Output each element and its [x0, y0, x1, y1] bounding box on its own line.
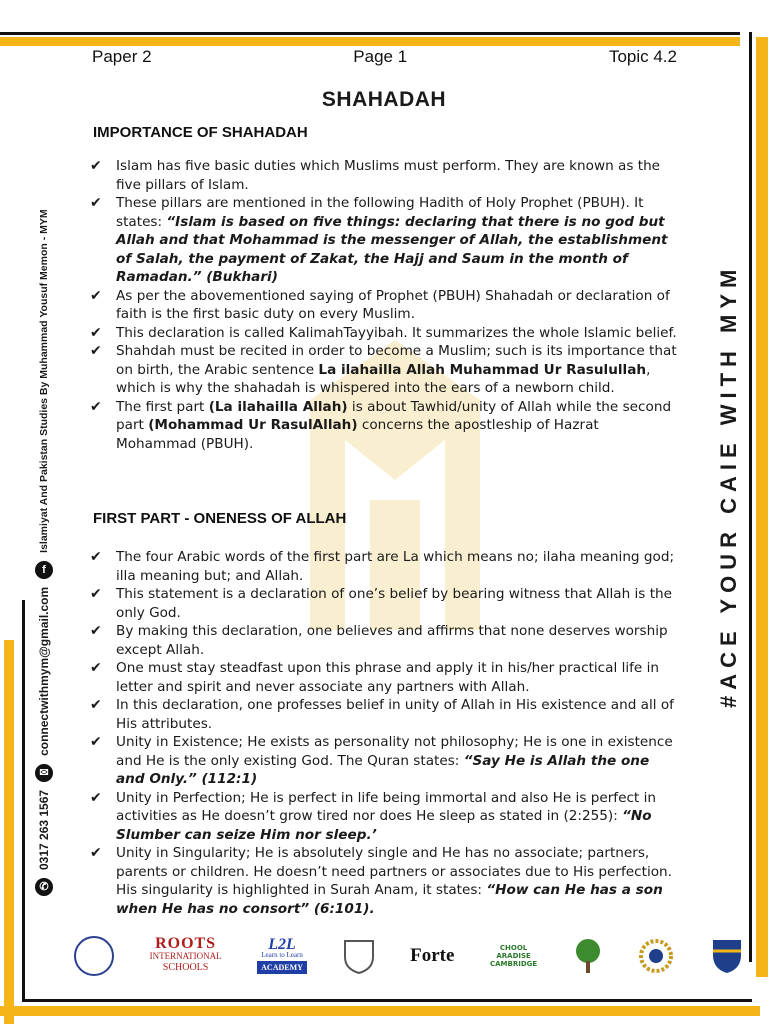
author-credit: Islamiyat And Pakistan Studies By Muhammad Yousuf Memon - MYM — [38, 209, 50, 553]
list-item — [90, 789, 680, 845]
page-title: SHAHADAH — [321, 88, 447, 111]
checkmark-icon: ✔ — [90, 398, 102, 415]
checkmark-icon: ✔ — [90, 324, 102, 341]
checkmark-icon: ✔ — [90, 195, 102, 211]
checkmark-icon: ✔ — [90, 158, 102, 174]
email-icon: ✉ — [35, 764, 53, 782]
checkmark-icon: ✔ — [90, 343, 102, 359]
list-item — [90, 548, 680, 585]
checkmark-icon: ✔ — [90, 845, 102, 861]
list-item — [90, 585, 680, 622]
list-item-text: La ilahailla Allah Muhammad Ur Rasulullah — [318, 361, 647, 378]
list-item-text: In this declaration, one professes belief in unity of Allah in His existence and all of His attributes. — [116, 697, 674, 732]
l2l-academy-logo: L2L Learn to Learn ACADEMY — [257, 937, 307, 975]
list-item-text: (Mohammad Ur RasulAllah) — [148, 417, 358, 433]
topic-label: Topic 4.2 — [608, 47, 677, 66]
frame-top-line — [0, 32, 740, 35]
list-item — [90, 398, 680, 454]
frame-bottom-band — [0, 1006, 760, 1016]
oneness-list — [90, 548, 680, 918]
list-item — [90, 659, 680, 696]
checkmark-icon: ✔ — [90, 697, 102, 713]
list-item-text: Shahdah must be recited in order to become a Muslim; such is its importance that on birth, the Arabic sentence — [116, 343, 677, 378]
importance-list — [90, 157, 680, 453]
list-item-text: One must stay steadfast upon this phrase and apply it in his/her practical life in letter and spirit and never associate any partners with Allah. — [116, 660, 659, 695]
checkmark-icon: ✔ — [90, 586, 102, 602]
list-item — [90, 324, 680, 343]
contact-strip — [33, 96, 55, 896]
list-item-text: Unity in Singularity; He is absolutely single and He has no associate; partners, parents or children. He doesn’t need partners or associates due to His perfection. His singularity is highlighted in Surah Anam, it states: — [116, 845, 672, 898]
list-item — [90, 622, 680, 659]
frame-left-line — [22, 600, 25, 1002]
list-item-text: , which is why the shahadah is whispered into the ears of a newborn child. — [116, 361, 651, 396]
list-item — [90, 733, 680, 789]
checkmark-icon: ✔ — [90, 789, 102, 806]
paper-label: Paper 2 — [92, 47, 152, 66]
list-item-text: “Say He is Allah the one and Only.” (112:1) — [116, 752, 650, 787]
list-item — [90, 844, 680, 918]
list-item — [90, 287, 680, 324]
list-item — [90, 696, 680, 733]
email-address[interactable]: connectwithmym@gmail.com — [37, 586, 51, 756]
slogan-text: #ACE YOUR CAIE WITH MYM — [716, 263, 741, 708]
checkmark-icon: ✔ — [90, 287, 102, 304]
list-item-text: Unity in Existence; He exists as personality not philosophy; He is one in existence and He is the only existing God. The Quran states: — [116, 734, 673, 769]
crest-logo-1 — [74, 937, 114, 975]
page-header — [92, 44, 677, 70]
phone-number[interactable]: 0317 263 1567 — [37, 789, 51, 870]
shield-logo — [343, 937, 375, 975]
list-item-text: concerns the apostleship of Hazrat Mohammad (PBUH). — [116, 417, 599, 452]
page-label: Page 1 — [353, 47, 408, 66]
list-item — [90, 194, 680, 287]
section-heading-importance: IMPORTANCE OF SHAHADAH — [93, 124, 308, 141]
list-item-text: This statement is a declaration of one’s belief by bearing witness that Allah is the only God. — [116, 586, 673, 621]
list-item-text: The four Arabic words of the first part are La which means no; ilaha meaning god; illa meaning but; and Allah. — [116, 549, 675, 584]
checkmark-icon: ✔ — [90, 623, 102, 639]
paradise-cambridge-logo: CHOOL ARADISE CAMBRIDGE — [489, 944, 538, 968]
list-item-text: “No Slumber can seize Him nor sleep.’ — [116, 808, 652, 843]
checkmark-icon: ✔ — [90, 734, 102, 750]
list-item-text: As per the abovementioned saying of Prophet (PBUH) Shahadah or declaration of faith is the first basic duty on every Muslim. — [116, 287, 670, 322]
frame-left-band — [4, 640, 14, 1024]
list-item-text: “Islam is based on five things: declaring that there is no god but Allah and that Mohammad is the messenger of Allah, the establishment of Salah, the payment of Zakat, the Hajj and Saum in the month of Ramadan.” (Bukhari) — [116, 213, 668, 285]
checkmark-icon: ✔ — [90, 549, 102, 565]
list-item-text: Islam has five basic duties which Muslims must perform. They are known as the five pillars of Islam. — [116, 158, 661, 193]
list-item-text: These pillars are mentioned in the following Hadith of Holy Prophet (PBUH). It states: — [116, 195, 644, 230]
partner-logos — [74, 934, 744, 978]
list-item-text: (La ilahailla Allah) — [208, 398, 348, 415]
checkmark-icon: ✔ — [90, 660, 102, 676]
list-item-text: By making this declaration, one believes and affirms that none deserves worship except Allah. — [116, 623, 668, 658]
facebook-icon: f — [35, 561, 53, 579]
frame-bottom-line — [22, 999, 752, 1002]
tree-logo — [573, 937, 603, 975]
wreath-logo — [638, 937, 674, 975]
list-item-text: is about Tawhid/unity of Allah while the second part — [116, 398, 672, 433]
crest-logo-2 — [710, 937, 744, 975]
list-item-text: The first part — [116, 398, 209, 415]
slogan-strip — [712, 263, 752, 720]
list-item-text: Unity in Perfection; He is perfect in life being immortal and also He is perfect in activities as He doesn’t grow tired nor does He sleep as stated in (2:255): — [116, 789, 656, 824]
forte-logo: Forte — [410, 945, 455, 966]
list-item-text: This declaration is called KalimahTayyibah. It summarizes the whole Islamic belief. — [116, 324, 677, 341]
list-item-text: “How can He has a son when He has no consort” (6:101). — [116, 882, 663, 917]
section-heading-oneness: FIRST PART - ONENESS OF ALLAH — [93, 510, 347, 527]
frame-right-band — [756, 37, 768, 977]
list-item — [90, 342, 680, 398]
whatsapp-icon: ✆ — [35, 878, 53, 896]
list-item — [90, 157, 680, 194]
roots-schools-logo: ROOTS INTERNATIONAL SCHOOLS — [149, 935, 222, 973]
